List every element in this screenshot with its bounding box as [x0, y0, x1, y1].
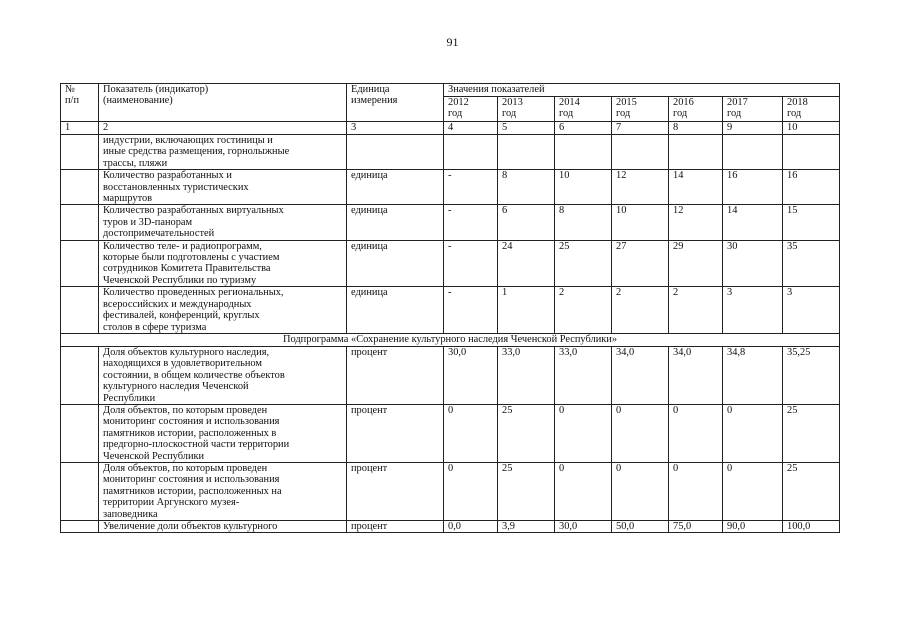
row-value: 34,8 [723, 346, 783, 404]
row-value: - [444, 170, 498, 205]
table-row [61, 521, 840, 533]
row-value: 3 [723, 287, 783, 334]
column-number: 2 [99, 122, 347, 135]
row-value: 16 [723, 170, 783, 205]
row-value: 2 [612, 287, 669, 334]
header-year: 2018 год [783, 97, 840, 122]
header-year: 2015 год [612, 97, 669, 122]
table-row [61, 346, 840, 404]
row-unit [347, 135, 444, 170]
table-row [61, 135, 840, 170]
table-row [61, 287, 840, 334]
header-year: 2013 год [498, 97, 555, 122]
column-number: 8 [669, 122, 723, 135]
row-unit: процент [347, 462, 444, 520]
row-value: - [444, 287, 498, 334]
row-value: 0 [723, 404, 783, 462]
row-unit: процент [347, 521, 444, 533]
row-value: 0 [669, 462, 723, 520]
row-value: 2 [669, 287, 723, 334]
row-value: 0 [555, 404, 612, 462]
row-value: 35,25 [783, 346, 840, 404]
row-value: - [444, 205, 498, 240]
row-value [612, 135, 669, 170]
row-unit: единица [347, 240, 444, 287]
row-value: 15 [783, 205, 840, 240]
row-value [555, 135, 612, 170]
column-number-row [61, 122, 840, 135]
row-value [444, 135, 498, 170]
row-value: 1 [498, 287, 555, 334]
row-value: 25 [555, 240, 612, 287]
subprogram-title: Подпрограмма «Сохранение культурного наследия Чеченской Республики» [61, 333, 840, 346]
row-value: 3 [783, 287, 840, 334]
row-value: 10 [612, 205, 669, 240]
table-row [61, 462, 840, 520]
row-indicator: индустрии, включающих гостиницы и иные средства размещения, горнолыжные трассы, пляжи [99, 135, 347, 170]
row-value: 0 [612, 462, 669, 520]
row-value: 33,0 [555, 346, 612, 404]
row-indicator: Количество проведенных региональных, всероссийских и международных фестивалей, конференций, круглых столов в сфере туризма [99, 287, 347, 334]
row-value: 0,0 [444, 521, 498, 533]
column-number: 1 [61, 122, 99, 135]
row-value: 0 [723, 462, 783, 520]
row-value: 0 [669, 404, 723, 462]
row-value [723, 135, 783, 170]
row-indicator: Доля объектов, по которым проведен мониторинг состояния и использования памятников истории, расположенных на территории Аргунского музея- заповедника [99, 462, 347, 520]
header-year: 2012 год [444, 97, 498, 122]
row-value: 0 [444, 404, 498, 462]
row-value [783, 135, 840, 170]
row-value [669, 135, 723, 170]
column-number: 5 [498, 122, 555, 135]
row-value: 30,0 [555, 521, 612, 533]
row-value: 25 [783, 404, 840, 462]
row-value: 25 [783, 462, 840, 520]
row-unit: процент [347, 404, 444, 462]
column-number: 9 [723, 122, 783, 135]
row-value: 100,0 [783, 521, 840, 533]
row-value: 12 [612, 170, 669, 205]
row-value: 0 [612, 404, 669, 462]
row-value: 30,0 [444, 346, 498, 404]
row-value: - [444, 240, 498, 287]
row-num [61, 287, 99, 334]
column-number: 6 [555, 122, 612, 135]
row-value: 25 [498, 462, 555, 520]
row-unit: единица [347, 287, 444, 334]
row-value: 50,0 [612, 521, 669, 533]
row-num [61, 521, 99, 533]
subprogram-row [61, 333, 840, 346]
row-indicator: Доля объектов культурного наследия, находящихся в удовлетворительном состоянии, в общем количестве объектов культурного наследия Чеченской Республики [99, 346, 347, 404]
column-number: 3 [347, 122, 444, 135]
header-unit: Единица измерения [347, 84, 444, 122]
header-year: 2017 год [723, 97, 783, 122]
row-indicator: Количество теле- и радиопрограмм, которые были подготовлены с участием сотрудников Комитета Правительства Чеченской Республики по туризму [99, 240, 347, 287]
row-num [61, 462, 99, 520]
header-year: 2016 год [669, 97, 723, 122]
header-year: 2014 год [555, 97, 612, 122]
row-num [61, 135, 99, 170]
row-value: 33,0 [498, 346, 555, 404]
indicators-table [60, 83, 840, 533]
row-value [498, 135, 555, 170]
row-value: 14 [723, 205, 783, 240]
row-value: 14 [669, 170, 723, 205]
table-body [61, 84, 840, 533]
row-value: 24 [498, 240, 555, 287]
row-num [61, 170, 99, 205]
row-unit: процент [347, 346, 444, 404]
row-value: 10 [555, 170, 612, 205]
row-value: 34,0 [669, 346, 723, 404]
row-value: 8 [555, 205, 612, 240]
row-indicator: Количество разработанных и восстановленных туристических маршрутов [99, 170, 347, 205]
column-number: 7 [612, 122, 669, 135]
row-value: 12 [669, 205, 723, 240]
row-value: 27 [612, 240, 669, 287]
row-num [61, 205, 99, 240]
row-value: 0 [555, 462, 612, 520]
row-value: 16 [783, 170, 840, 205]
row-value: 2 [555, 287, 612, 334]
table-row [61, 170, 840, 205]
table-row [61, 404, 840, 462]
row-indicator: Увеличение доли объектов культурного [99, 521, 347, 533]
row-unit: единица [347, 205, 444, 240]
row-value: 0 [444, 462, 498, 520]
row-unit: единица [347, 170, 444, 205]
table-row [61, 205, 840, 240]
row-value: 8 [498, 170, 555, 205]
page-number: 91 [446, 35, 459, 49]
row-value: 3,9 [498, 521, 555, 533]
column-number: 4 [444, 122, 498, 135]
row-num [61, 346, 99, 404]
row-indicator: Количество разработанных виртуальных туров и 3D-панорам достопримечательностей [99, 205, 347, 240]
row-value: 29 [669, 240, 723, 287]
row-indicator: Доля объектов, по которым проведен мониторинг состояния и использования памятников истории, расположенных в предгорно-плоскостной части территории Чеченской Республики [99, 404, 347, 462]
row-value: 6 [498, 205, 555, 240]
row-value: 75,0 [669, 521, 723, 533]
header-values-group: Значения показателей [444, 84, 840, 97]
column-number: 10 [783, 122, 840, 135]
header-row [61, 84, 840, 97]
header-num: № п/п [61, 84, 99, 122]
row-num [61, 240, 99, 287]
row-value: 30 [723, 240, 783, 287]
header-indicator: Показатель (индикатор) (наименование) [99, 84, 347, 122]
row-num [61, 404, 99, 462]
row-value: 25 [498, 404, 555, 462]
row-value: 90,0 [723, 521, 783, 533]
table-row [61, 240, 840, 287]
row-value: 35 [783, 240, 840, 287]
row-value: 34,0 [612, 346, 669, 404]
